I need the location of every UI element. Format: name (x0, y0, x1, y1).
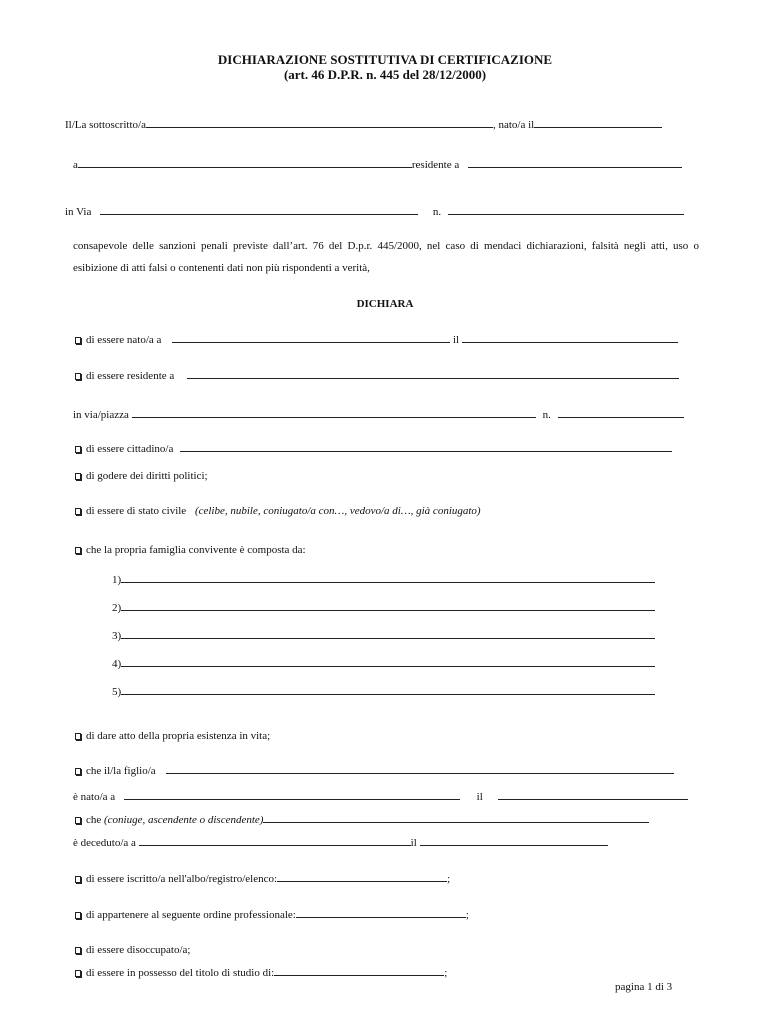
item-cittadino (75, 441, 672, 456)
blank-famiglia-row[interactable] (121, 656, 655, 667)
famiglia-row-number: 4) (112, 658, 122, 670)
label-via-n: n. (542, 409, 551, 421)
checkbox-disoccupato[interactable] (75, 947, 81, 954)
famiglia-row (112, 572, 655, 587)
checkbox-titolo[interactable] (75, 970, 81, 977)
consapevole-paragraph: consapevole delle sanzioni penali previste dall’art. 76 del D.p.r. 445/2000, nel caso di mendaci dichiarazioni, falsità negli atti, uso o esibizione di atti falsi o contenenti dati non più rispondenti a verità, (73, 240, 699, 274)
famiglia-row-number: 3) (112, 630, 122, 642)
label-iscritto: di essere iscritto/a nell'albo/registro/elenco: (86, 873, 278, 885)
blank-item-nato-il[interactable] (462, 332, 678, 343)
checkbox-famiglia[interactable] (75, 547, 81, 554)
blank-titolo[interactable] (274, 965, 444, 976)
checkbox-iscritto[interactable] (75, 876, 81, 883)
label-cittadino: di essere cittadino/a (86, 443, 174, 455)
document-subtitle: (art. 46 D.P.R. n. 445 del 28/12/2000) (283, 67, 487, 82)
blank-residente[interactable] (468, 157, 682, 168)
note-che: (coniuge, ascendente o discendente) (104, 814, 264, 826)
famiglia-row (112, 600, 655, 615)
item-ordine (75, 907, 469, 922)
label-a: a (73, 159, 78, 171)
blank-deceduto-il[interactable] (420, 835, 608, 846)
blank-che[interactable] (263, 812, 649, 823)
label-item-nato: di essere nato/a a (86, 334, 162, 346)
field-sottoscritto (65, 117, 662, 132)
blank-via-n[interactable] (558, 407, 684, 418)
label-item-residente: di essere residente a (86, 370, 175, 382)
page-number: pagina 1 di 3 (615, 981, 673, 993)
blank-sottoscritto[interactable] (146, 117, 493, 128)
famiglia-row (112, 628, 655, 643)
label-ordine: di appartenere al seguente ordine professionale: (86, 909, 296, 921)
checkbox-stato-civile[interactable] (75, 508, 81, 515)
blank-e-nato-il[interactable] (498, 789, 688, 800)
blank-nato-il[interactable] (534, 117, 662, 128)
blank-famiglia-row[interactable] (121, 628, 655, 639)
blank-figlio[interactable] (166, 763, 674, 774)
label-in-via: in Via (65, 206, 92, 218)
label-n: n. (432, 206, 442, 218)
item-titolo (75, 965, 447, 980)
checkbox-cittadino[interactable] (75, 446, 81, 453)
item-via-piazza (73, 407, 684, 422)
blank-luogo-nascita[interactable] (78, 157, 412, 168)
label-item-nato-il: il (452, 334, 460, 346)
checkbox-che[interactable] (75, 817, 81, 824)
item-e-nato (73, 789, 688, 804)
blank-item-nato-luogo[interactable] (172, 332, 450, 343)
label-deceduto-il: il (410, 837, 417, 849)
item-iscritto (75, 871, 450, 886)
checkbox-ordine[interactable] (75, 912, 81, 919)
item-diritti (75, 469, 208, 483)
document-title: DICHIARAZIONE SOSTITUTIVA DI CERTIFICAZIONE (217, 52, 553, 67)
ordine-semicolon: ; (465, 909, 469, 921)
famiglia-row-number: 5) (112, 686, 122, 698)
field-luogo (73, 157, 682, 172)
label-deceduto: è deceduto/a a (73, 837, 136, 849)
blank-famiglia-row[interactable] (121, 684, 655, 695)
note-stato-civile: (celibe, nubile, coniugato/a con…, vedovo/a di…, già coniugato) (194, 505, 481, 517)
label-nato: , nato/a il (492, 119, 535, 131)
label-sottoscritto: Il/La sottoscritto/a (65, 119, 146, 131)
label-titolo: di essere in possesso del titolo di studio di: (86, 967, 275, 979)
blank-iscritto[interactable] (277, 871, 447, 882)
checkbox-residente[interactable] (75, 373, 81, 380)
label-via-piazza: in via/piazza (73, 409, 129, 421)
label-e-nato-il: il (476, 791, 483, 803)
checkbox-nato[interactable] (75, 337, 81, 344)
famiglia-row-number: 2) (112, 602, 122, 614)
checkbox-diritti[interactable] (75, 473, 81, 480)
label-diritti: di godere dei diritti politici; (86, 470, 208, 482)
item-residente (75, 368, 679, 383)
blank-famiglia-row[interactable] (121, 572, 655, 583)
blank-famiglia-row[interactable] (121, 600, 655, 611)
field-via (65, 204, 684, 219)
item-che (75, 812, 649, 827)
label-famiglia: che la propria famiglia convivente è composta da: (86, 544, 306, 556)
blank-ordine[interactable] (296, 907, 466, 918)
label-esistenza: di dare atto della propria esistenza in vita; (86, 730, 271, 742)
checkbox-figlio[interactable] (75, 768, 81, 775)
iscritto-semicolon: ; (447, 873, 451, 885)
blank-via-piazza[interactable] (132, 407, 536, 418)
item-deceduto (73, 835, 608, 850)
label-residente: residente a (411, 159, 460, 171)
item-nato (75, 332, 678, 347)
famiglia-row (112, 656, 655, 671)
blank-via[interactable] (100, 204, 418, 215)
label-disoccupato: di essere disoccupato/a; (86, 944, 191, 956)
item-stato-civile (75, 504, 481, 518)
famiglia-row (112, 684, 655, 699)
blank-item-residente[interactable] (187, 368, 679, 379)
blank-cittadino[interactable] (180, 441, 672, 452)
label-stato-civile: di essere di stato civile (86, 505, 187, 517)
blank-deceduto-luogo[interactable] (139, 835, 411, 846)
checkbox-esistenza[interactable] (75, 733, 81, 740)
titolo-semicolon: ; (444, 967, 448, 979)
famiglia-row-number: 1) (112, 574, 122, 586)
item-famiglia (75, 543, 306, 557)
label-e-nato: è nato/a a (73, 791, 116, 803)
label-figlio: che il/la figlio/a (86, 765, 156, 777)
item-disoccupato (75, 943, 190, 957)
item-esistenza (75, 729, 270, 743)
label-che: che (86, 814, 102, 826)
blank-numero[interactable] (448, 204, 684, 215)
item-figlio (75, 763, 674, 778)
dichiara-heading: DICHIARA (356, 298, 414, 310)
blank-e-nato-luogo[interactable] (124, 789, 460, 800)
